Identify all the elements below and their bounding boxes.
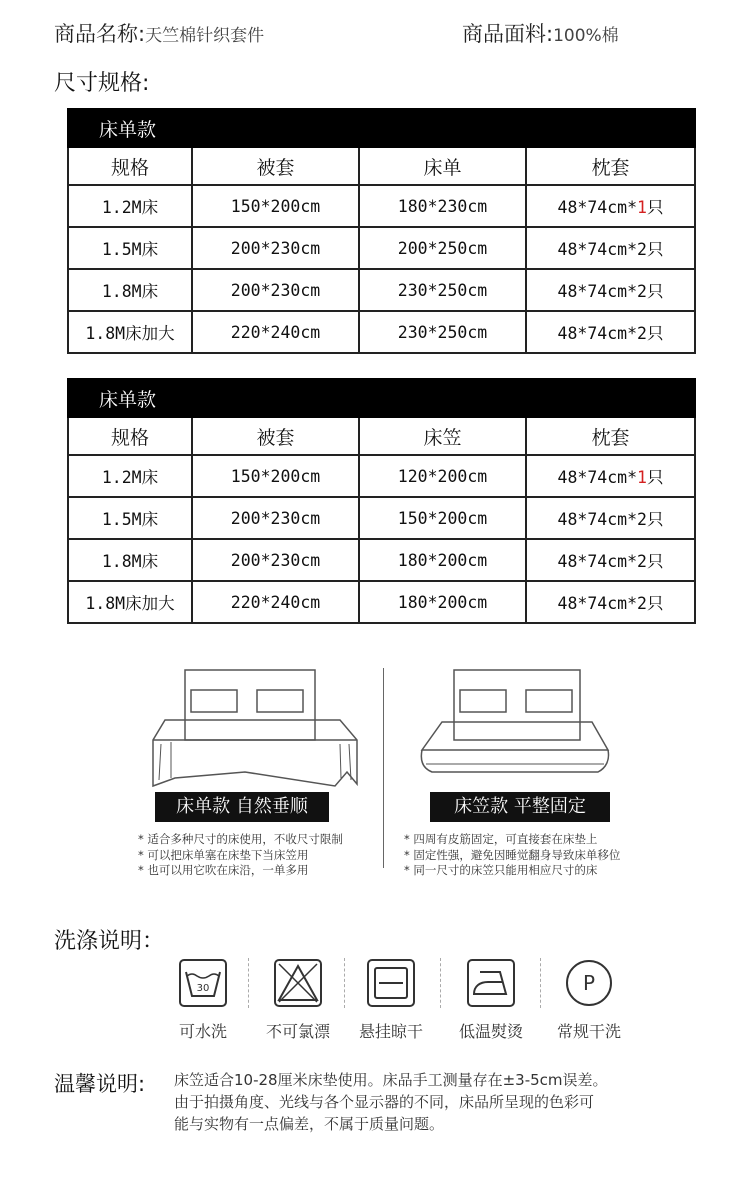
pillow-count: 1 — [637, 468, 647, 487]
cell-sheet: 180*230cm — [359, 185, 526, 227]
fitted-sheet-bed-illustration — [410, 660, 610, 795]
col-header-pillowcase: 枕套 — [526, 147, 695, 185]
product-fabric — [462, 18, 619, 48]
table-row — [68, 539, 695, 581]
note-line: * 适合多种尺寸的床使用，不收尺寸限制 — [138, 832, 343, 846]
cell-fitted-sheet: 180*200cm — [359, 539, 526, 581]
pillow-count: 2 — [637, 240, 647, 259]
product-fabric-label: 商品面料: — [462, 22, 554, 46]
col-header-duvet: 被套 — [192, 147, 359, 185]
cell-sheet: 230*250cm — [359, 311, 526, 353]
table-row — [68, 311, 695, 353]
table-row — [68, 185, 695, 227]
cell-pillowcase: 48*74cm*2只 — [526, 581, 695, 623]
cell-duvet: 200*230cm — [192, 269, 359, 311]
cell-size: 1.8M床加大 — [68, 581, 192, 623]
cell-size: 1.5M床 — [68, 497, 192, 539]
cell-size: 1.5M床 — [68, 227, 192, 269]
note-line: * 同一尺寸的床笠只能用相应尺寸的床 — [404, 863, 598, 877]
product-fabric-value: 100%棉 — [553, 26, 619, 46]
cell-duvet: 220*240cm — [192, 581, 359, 623]
table-row — [68, 227, 695, 269]
care-separator — [440, 958, 441, 1008]
low-iron-icon — [466, 958, 516, 1008]
tip-line: 由于拍摄角度、光线与各个显示器的不同，床品所呈现的色彩可 — [174, 1093, 595, 1111]
cell-fitted-sheet: 150*200cm — [359, 497, 526, 539]
col-header-sheet: 床单 — [359, 147, 526, 185]
care-label-washable: 可水洗 — [178, 1022, 227, 1041]
cell-duvet: 150*200cm — [192, 455, 359, 497]
table-row — [68, 455, 695, 497]
table-row — [68, 497, 695, 539]
pillow-count: 2 — [637, 510, 647, 529]
note-line: * 固定性强，避免因睡觉翻身导致床单移位 — [404, 847, 621, 862]
tip-line: 能与实物有一点偏差，不属于质量问题。 — [174, 1115, 445, 1133]
col-header-pillowcase: 枕套 — [526, 417, 695, 455]
center-divider — [383, 668, 384, 868]
no-bleach-icon — [273, 958, 323, 1008]
cell-duvet: 200*230cm — [192, 227, 359, 269]
cell-pillowcase: 48*74cm*2只 — [526, 269, 695, 311]
cell-size: 1.2M床 — [68, 455, 192, 497]
pillow-count: 2 — [637, 324, 647, 343]
col-header-size: 规格 — [68, 417, 192, 455]
care-label-dry-clean: 常规干洗 — [556, 1022, 621, 1041]
cell-duvet: 220*240cm — [192, 311, 359, 353]
table-band-title: 床单款 — [68, 379, 695, 417]
cell-size: 1.8M床加大 — [68, 311, 192, 353]
product-name-value: 天竺棉针织套件 — [145, 26, 265, 46]
size-table-1 — [67, 108, 696, 354]
table-band-title: 床单款 — [68, 109, 695, 147]
cell-pillowcase: 48*74cm*1只 — [526, 455, 695, 497]
fitted-sheet-notes — [404, 832, 620, 879]
cell-sheet: 230*250cm — [359, 269, 526, 311]
flat-sheet-notes — [138, 832, 343, 879]
line-dry-icon — [366, 958, 416, 1008]
pillow-count: 2 — [637, 594, 647, 613]
table-row — [68, 581, 695, 623]
cell-size: 1.8M床 — [68, 269, 192, 311]
care-label-no-bleach: 不可氯漂 — [265, 1022, 330, 1041]
cell-size: 1.8M床 — [68, 539, 192, 581]
pillow-count: 2 — [637, 552, 647, 571]
care-label-low-iron: 低温熨烫 — [458, 1022, 523, 1041]
size-spec-title: 尺寸规格: — [54, 71, 150, 96]
cell-pillowcase: 48*74cm*1只 — [526, 185, 695, 227]
col-header-duvet: 被套 — [192, 417, 359, 455]
washing-title: 洗涤说明： — [54, 929, 165, 954]
tips-body — [174, 1069, 714, 1135]
fitted-sheet-caption: 床笠款 平整固定 — [430, 792, 610, 822]
cell-duvet: 200*230cm — [192, 497, 359, 539]
note-line: * 可以把床单塞在床垫下当床笠用 — [138, 847, 309, 862]
care-label-line-dry: 悬挂晾干 — [358, 1022, 423, 1041]
tip-line: 床笠适合10-28厘米床垫使用。床品手工测量存在±3-5cm误差。 — [174, 1071, 608, 1089]
product-name — [54, 18, 264, 48]
care-separator — [248, 958, 249, 1008]
table-row — [68, 269, 695, 311]
care-separator — [344, 958, 345, 1008]
note-line: * 也可以用它吹在床沿，一单多用 — [138, 863, 309, 877]
cell-pillowcase: 48*74cm*2只 — [526, 539, 695, 581]
cell-fitted-sheet: 120*200cm — [359, 455, 526, 497]
cell-duvet: 150*200cm — [192, 185, 359, 227]
cell-pillowcase: 48*74cm*2只 — [526, 227, 695, 269]
flat-sheet-caption: 床单款 自然垂顺 — [155, 792, 329, 822]
cell-pillowcase: 48*74cm*2只 — [526, 497, 695, 539]
wash-30-icon — [178, 958, 228, 1008]
cell-duvet: 200*230cm — [192, 539, 359, 581]
care-separator — [540, 958, 541, 1008]
pillow-count: 2 — [637, 282, 647, 301]
pillow-count: 1 — [637, 198, 647, 217]
note-line: * 四周有皮筋固定，可直接套在床垫上 — [404, 832, 598, 846]
col-header-fitted-sheet: 床笠 — [359, 417, 526, 455]
tips-title: 温馨说明: — [54, 1072, 146, 1096]
size-table-2 — [67, 378, 696, 624]
col-header-size: 规格 — [68, 147, 192, 185]
svg-text:30: 30 — [196, 983, 210, 994]
cell-fitted-sheet: 180*200cm — [359, 581, 526, 623]
flat-sheet-bed-illustration — [135, 660, 370, 795]
product-name-label: 商品名称: — [54, 22, 146, 46]
cell-size: 1.2M床 — [68, 185, 192, 227]
cell-pillowcase: 48*74cm*2只 — [526, 311, 695, 353]
svg-text:P: P — [582, 971, 596, 995]
dry-clean-p-icon — [564, 958, 614, 1008]
cell-sheet: 200*250cm — [359, 227, 526, 269]
